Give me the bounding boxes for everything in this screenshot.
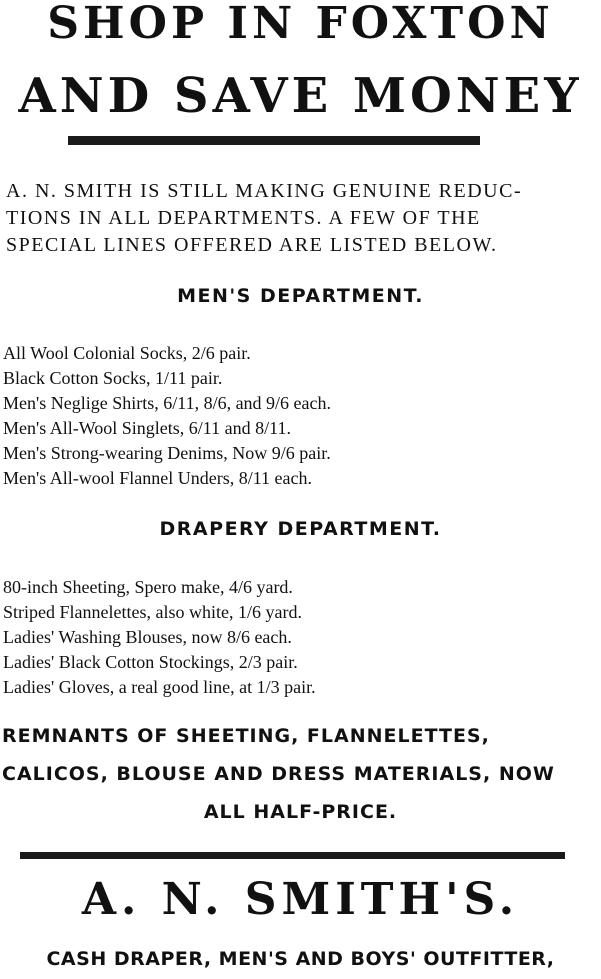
remnants-line: REMNANTS OF SHEETING, FLANNELETTES, <box>2 725 490 747</box>
list-item: Ladies' Washing Blouses, now 8/6 each. <box>3 627 292 647</box>
list-item: 80-inch Sheeting, Spero make, 4/6 yard. <box>3 577 293 597</box>
list-item: Men's All-wool Flannel Unders, 8/11 each. <box>3 468 313 488</box>
remnants-line: CALICOS, BLOUSE AND DRESS MATERIALS, NOW <box>2 763 555 785</box>
list-item: Ladies' Black Cotton Stockings, 2/3 pair. <box>3 652 298 672</box>
decorative-rule-bottom <box>20 852 565 859</box>
list-item: Ladies' Gloves, a real good line, at 1/3 pair. <box>3 677 316 697</box>
remnants-notice <box>0 717 601 831</box>
mens-department-list <box>3 341 583 491</box>
headline-line-1: SHOP IN FOXTON <box>47 0 554 49</box>
list-item: Men's All-Wool Singlets, 6/11 and 8/11. <box>3 418 291 438</box>
list-item: Men's Strong-wearing Denims, Now 9/6 pair. <box>3 443 331 463</box>
shop-tagline: CASH DRAPER, MEN'S AND BOYS' OUTFITTER, <box>46 948 555 970</box>
intro-line: SPECIAL LINES OFFERED ARE LISTED BELOW. <box>6 234 498 256</box>
shop-name: A. N. SMITH'S. <box>81 874 520 925</box>
remnants-line: ALL HALF-PRICE. <box>203 801 398 823</box>
list-item: Men's Neglige Shirts, 6/11, 8/6, and 9/6 each. <box>3 393 332 413</box>
list-item: Black Cotton Socks, 1/11 pair. <box>3 368 223 388</box>
list-item: All Wool Colonial Socks, 2/6 pair. <box>3 343 251 363</box>
drapery-department-heading: DRAPERY DEPARTMENT. <box>159 518 442 540</box>
headline-line-2: AND SAVE MONEY <box>18 68 583 124</box>
intro-line: A. N. SMITH IS STILL MAKING GENUINE REDUC- <box>6 180 523 202</box>
intro-line: TIONS IN ALL DEPARTMENTS. A FEW OF THE <box>6 207 481 229</box>
intro-paragraph <box>6 178 566 259</box>
decorative-rule-top <box>68 136 480 145</box>
list-item: Striped Flannelettes, also white, 1/6 yard. <box>3 602 302 622</box>
drapery-department-list <box>3 575 583 700</box>
mens-department-heading: MEN'S DEPARTMENT. <box>177 285 424 307</box>
